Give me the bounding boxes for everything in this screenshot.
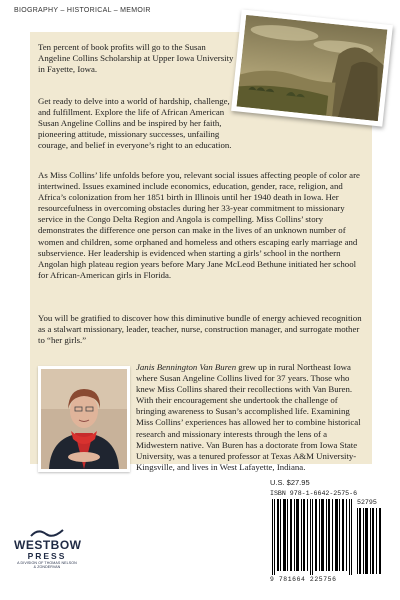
author-bio (38, 362, 368, 473)
publisher-division-1: A DIVISION OF THOMAS NELSON (17, 561, 77, 565)
publisher-logo (14, 527, 80, 570)
isbn-label: ISBN 978-1-6642-2575-6 (270, 490, 358, 497)
barcode-digits: 9 781664 225756 (270, 576, 337, 583)
landscape-photo (231, 9, 393, 126)
author-name: Janis Bennington Van Buren (136, 362, 237, 372)
barcode-price: 52795 (357, 499, 377, 506)
publisher-sub: PRESS (27, 551, 67, 561)
scholarship-paragraph: Ten percent of book profits will go to the Susan Angeline Collins Scholarship at Upper Iowa University in Fayette, Iowa. (38, 42, 234, 75)
publisher-division-2: & ZONDERVAN (33, 565, 61, 570)
price-barcode (356, 508, 384, 574)
photo-spacer (38, 362, 136, 469)
category-label: BIOGRAPHY – HISTORICAL – MEMOIR (14, 7, 151, 14)
isbn-barcode (270, 499, 354, 575)
price-label: U.S. $27.95 (270, 478, 310, 487)
author-bio-text: grew up in rural Northeast Iowa where Susan Angeline Collins lived for 37 years. Those who knew Miss Collins shared their recollections with Van Buren. With their encouragement she undertook the challenge of bringing awareness to Susan’s accomplished life. Examining Miss Collins’ experiences has allowed her to combine historical research and missionary interests through the lens of a Midwestern native. Van Buren has a doctorate from Iowa State University, was a tenured professor at Texas A&M University-Kingsville, and lives in West Lafayette, Indiana. (136, 362, 361, 472)
invitation-paragraph: Get ready to delve into a world of hardship, challenge, and fulfillment. Explore the life of African American Susan Angeline Collins and be inspired by her faith, pioneering attitude, missionary successes, unfailing courage, and belief in everyone’s right to an education. (38, 96, 232, 151)
landscape-image (237, 15, 388, 121)
publisher-name: WESTBOW (14, 538, 82, 552)
summary-paragraph: As Miss Collins’ life unfolds before you, relevant social issues affecting people of color are intertwined. Issues examined include economics, education, gender, race, religion, and Africa’s colonization from her 1851 birth in Illinois until her 1940 death in Iowa. Her resourcefulness in overcoming obstacles during her 33-year commitment to missionary service in the Congo Delta Region and Angola is compelling. Miss Collins’ story demonstrates the difference one person can make in the lives of an unknown number of women and children, some orphaned and homeless and others escaping early marriage and subservience. Her leadership is evidenced when starting a girls’ school in the northern Angolan high plateau region years before Mary Jane McLeod Bethune initiated her school for African-American girls in Florida. (38, 170, 360, 280)
closing-paragraph: You will be gratified to discover how this diminutive bundle of energy achieved recognition as a stalwart missionary, leader, teacher, nurse, construction manager, and surrogate mother to “her girls.” (38, 313, 362, 346)
